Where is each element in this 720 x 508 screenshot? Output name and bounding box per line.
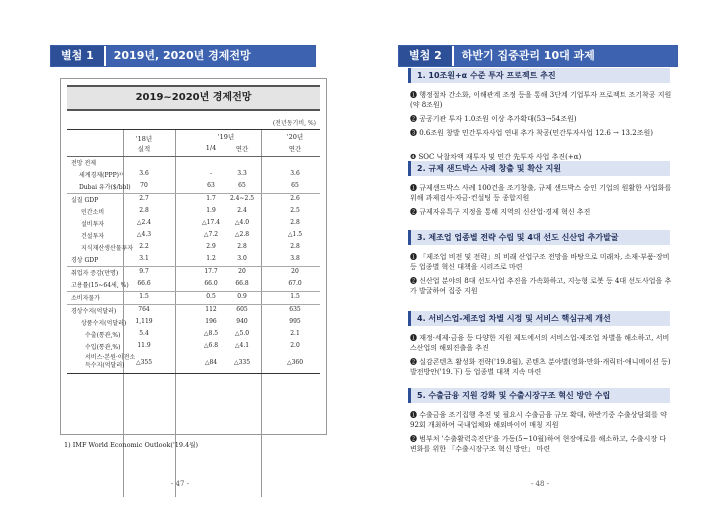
task-item: ❷ 신산업 분야의 8대 선도사업 추진을 가속화하고, 지능형 로봇 등 4대 선도사업을 추가 발굴하여 집중 지원 <box>410 277 672 295</box>
table-row <box>67 341 320 353</box>
table-row <box>67 317 320 329</box>
appendix-tag: 별첨 2 <box>399 46 454 66</box>
cell-v19q: 1.9 <box>206 207 216 214</box>
cell-v19: △4.0 <box>234 219 250 226</box>
page-number: - 47 - <box>170 480 190 488</box>
row-label: 경상수지(억달러) <box>71 308 117 315</box>
task-item: ❶ 수출금융 조기집행 추진 및 필요시 수출금융 규모 확대, 하반기중 수출상담회를 약 92회 개최하여 국내업체와 해외바이어 매칭 지원 <box>410 411 667 429</box>
table-row <box>67 353 320 373</box>
section-title: 4. 서비스업-제조업 차별 시정 및 서비스 핵심규제 개선 <box>408 311 670 326</box>
cell-v19: 0.9 <box>237 293 247 300</box>
cell-v20: 3.6 <box>290 170 300 177</box>
section-title: 2. 규제 샌드박스 사례 창출 및 확산 지원 <box>408 161 670 176</box>
table-row <box>67 329 320 341</box>
task-item: ❶ 규제샌드박스 사례 100건을 조기창출, 규제 샌드박스 승인 기업의 원활한 사업화를 위해 과제검사·자금·컨설팅 등 종합지원 <box>410 184 672 202</box>
cell-v19: 20 <box>238 268 246 275</box>
cell-v19: 940 <box>236 318 248 325</box>
col-19-year: 연간 <box>235 145 249 153</box>
table-title: 2019~2020년 경제전망 <box>67 85 320 111</box>
cell-v20: △360 <box>286 359 304 366</box>
forecast-table-box <box>60 78 327 435</box>
row-label: 취업자 증감(만명) <box>71 270 119 277</box>
cell-v20: 2.5 <box>290 207 300 214</box>
col-18-sub: 실적 <box>137 145 151 153</box>
cell-v19q: - <box>209 170 213 177</box>
task-item: ❷ 범부처 '수출활력촉진단'을 가동(5~10월)하여 현장애로를 해소하고, 수출시장 다변화를 위한 「수출시장구조 혁신 방안」 마련 <box>410 435 667 453</box>
cell-v18: 1,119 <box>135 318 153 325</box>
table-row <box>67 242 320 254</box>
cell-v19q: 0.5 <box>206 293 216 300</box>
table-row <box>67 291 320 304</box>
cell-v19: 3.3 <box>237 170 247 177</box>
cell-v19: △2.8 <box>234 231 250 238</box>
table-row <box>67 157 320 169</box>
cell-v18: 1.5 <box>139 293 149 300</box>
cell-v19: 2.4 <box>237 207 247 214</box>
col-20-year: 연간 <box>288 145 302 153</box>
cell-v20: 995 <box>289 318 301 325</box>
cell-v19: 66.8 <box>235 280 249 287</box>
col-19: '19년 <box>217 133 235 141</box>
section-title: 5. 수출금융 지원 강화 및 수출시장구조 혁신 방안 수립 <box>408 388 670 403</box>
section-title: 1. 10조원+α 수준 투자 프로젝트 추진 <box>408 68 670 83</box>
table-unit: (전년동기비, %) <box>272 120 316 127</box>
table-row <box>67 193 320 206</box>
cell-v19: △335 <box>233 359 251 366</box>
cell-v20: 2.8 <box>290 219 300 226</box>
row-label: 지식재산생산물투자 <box>81 245 134 252</box>
cell-v18: 3.1 <box>139 255 149 262</box>
row-label: 실질 GDP <box>71 197 99 204</box>
cell-v19q: 196 <box>205 318 217 325</box>
cell-v19: 2.8 <box>237 243 247 250</box>
cell-v18: △355 <box>135 359 153 366</box>
cell-v19: △4.1 <box>234 342 250 349</box>
cell-v19q: 1.7 <box>206 195 216 202</box>
cell-v20: 2.8 <box>290 243 300 250</box>
row-label: 고용률(15~64세, %) <box>71 282 129 289</box>
row-label: 수출(통관,%) <box>85 332 121 339</box>
cell-v18: 11.9 <box>137 342 151 349</box>
cell-v19: 65 <box>238 182 246 189</box>
table-row <box>67 218 320 230</box>
left-header-bar <box>50 45 316 67</box>
cell-v19q: △6.8 <box>203 342 219 349</box>
task-item: ❸ 0.6조원 창발 민간투자사업 연내 추가 착공(민간투자사업 12.6 → 13.2조원) <box>410 129 653 137</box>
appendix-title: 하반기 집중관리 10대 과제 <box>461 49 595 62</box>
cell-v19q: △17.4 <box>202 219 220 226</box>
row-label: 민간소비 <box>81 209 105 216</box>
cell-v20: 3.8 <box>290 255 300 262</box>
row-label: 경상 GDP <box>71 257 99 264</box>
cell-v18: △2.4 <box>136 219 152 226</box>
cell-v18: 764 <box>138 306 150 313</box>
task-item: ❶ 「제조업 비전 및 전략」의 비래 산업구조 전망을 바탕으로 미래차, 소재·부품·장비 등 업종별 혁신 대책을 시리즈로 마련 <box>410 253 670 271</box>
cell-v19q: 66.0 <box>204 280 218 287</box>
cell-v18: 5.4 <box>139 330 149 337</box>
table-row <box>67 181 320 193</box>
task-item: ❷ 공공기관 투자 1.0조원 이상 추가확대(53→54조원) <box>410 115 577 123</box>
cell-v20: 1.5 <box>290 293 300 300</box>
row-label: 건설투자 <box>81 233 105 240</box>
row-label: 세계경제(PPP)¹⁾ <box>79 172 123 179</box>
cell-v20: 2.0 <box>290 342 300 349</box>
cell-v19q: 63 <box>207 182 215 189</box>
section-title: 3. 제조업 업종별 전략 수립 및 4대 선도 신산업 추가발굴 <box>408 230 670 245</box>
cell-v19q: 2.9 <box>206 243 216 250</box>
cell-v20: 65 <box>291 182 299 189</box>
cell-v19q: △84 <box>204 359 218 366</box>
footnote: 1) IMF World Economic Outlook('19.4월) <box>64 441 199 449</box>
cell-v20: 67.0 <box>288 280 302 287</box>
cell-v18: 9.7 <box>139 268 149 275</box>
cell-v18: 66.6 <box>137 280 151 287</box>
row-label: 상품수지(억달러) <box>81 320 127 327</box>
col-19-q1: 1/4 <box>205 144 217 152</box>
cell-v18: 2.8 <box>139 207 149 214</box>
cell-v19q: 17.7 <box>204 268 218 275</box>
table-row <box>67 266 320 279</box>
page-number: - 48 - <box>530 480 550 488</box>
cell-v18: △4.3 <box>136 231 152 238</box>
cell-v20: 2.6 <box>290 195 300 202</box>
appendix-title: 2019년, 2020년 경제전망 <box>113 49 251 62</box>
row-label: Dubai 유가($/bbl) <box>79 184 131 191</box>
row-label: 설비투자 <box>81 221 105 228</box>
cell-v19: 2.4~2.5 <box>229 195 255 202</box>
appendix-tag: 별첨 1 <box>51 46 106 66</box>
table-row <box>67 230 320 242</box>
cell-v19q: △8.5 <box>203 330 219 337</box>
cell-v19: 605 <box>236 306 248 313</box>
task-item: ❷ 규제자유특구 지정을 통해 지역의 신산업·경제 혁신 추진 <box>410 208 591 216</box>
row-label: 전망 전제 <box>71 160 97 167</box>
cell-v19q: 1.2 <box>206 255 216 262</box>
task-item: ❹ SOC 낙찰차액 재투자 및 민간 先투자 사업 추진(+α) <box>410 153 582 161</box>
row-label: 서비스·본원·이전소득수지(억달러) <box>85 354 136 369</box>
row-label: 소비자물가 <box>71 295 100 302</box>
cell-v18: 3.6 <box>139 170 149 177</box>
task-item: ❶ 행정절차 간소화, 이해관계 조정 등을 통해 3단계 기업투자 프로젝트 조기착공 지원(약 8조원) <box>410 91 672 109</box>
table-row <box>67 254 320 266</box>
row-label: 수입(통관,%) <box>85 344 121 351</box>
col-18: '18년 <box>135 135 153 143</box>
cell-v18: 2.7 <box>139 195 149 202</box>
col-20: '20년 <box>286 133 304 141</box>
cell-v18: 2.2 <box>139 243 149 250</box>
table-row <box>67 304 320 317</box>
cell-v20: 2.1 <box>290 330 300 337</box>
table-header-row <box>67 130 320 157</box>
cell-v19: 3.0 <box>237 255 247 262</box>
table-row <box>67 279 320 291</box>
cell-v18: 70 <box>140 182 148 189</box>
cell-v19q: △7.2 <box>203 231 219 238</box>
task-item: ❷ 실감콘텐츠 활성화 전략('19.8월), 콘텐츠 분야별(영화·만화·캐릭터·애니메이션 등) 발전방안('19.下) 등 업종별 대책 지속 마련 <box>410 358 671 376</box>
table-row <box>67 206 320 218</box>
right-header-bar <box>398 45 678 67</box>
cell-v20: △1.5 <box>287 231 303 238</box>
cell-v20: 20 <box>291 268 299 275</box>
task-item: ❶ 재정·세제·금융 등 다양한 지원 제도에서의 서비스업-제조업 차별을 해소하고, 서비스산업의 해외진출을 추진 <box>410 334 670 352</box>
cell-v19q: 112 <box>205 306 217 313</box>
cell-v20: 635 <box>289 306 301 313</box>
cell-v19: △5.0 <box>234 330 250 337</box>
table-row <box>67 169 320 181</box>
forecast-table <box>67 129 320 374</box>
